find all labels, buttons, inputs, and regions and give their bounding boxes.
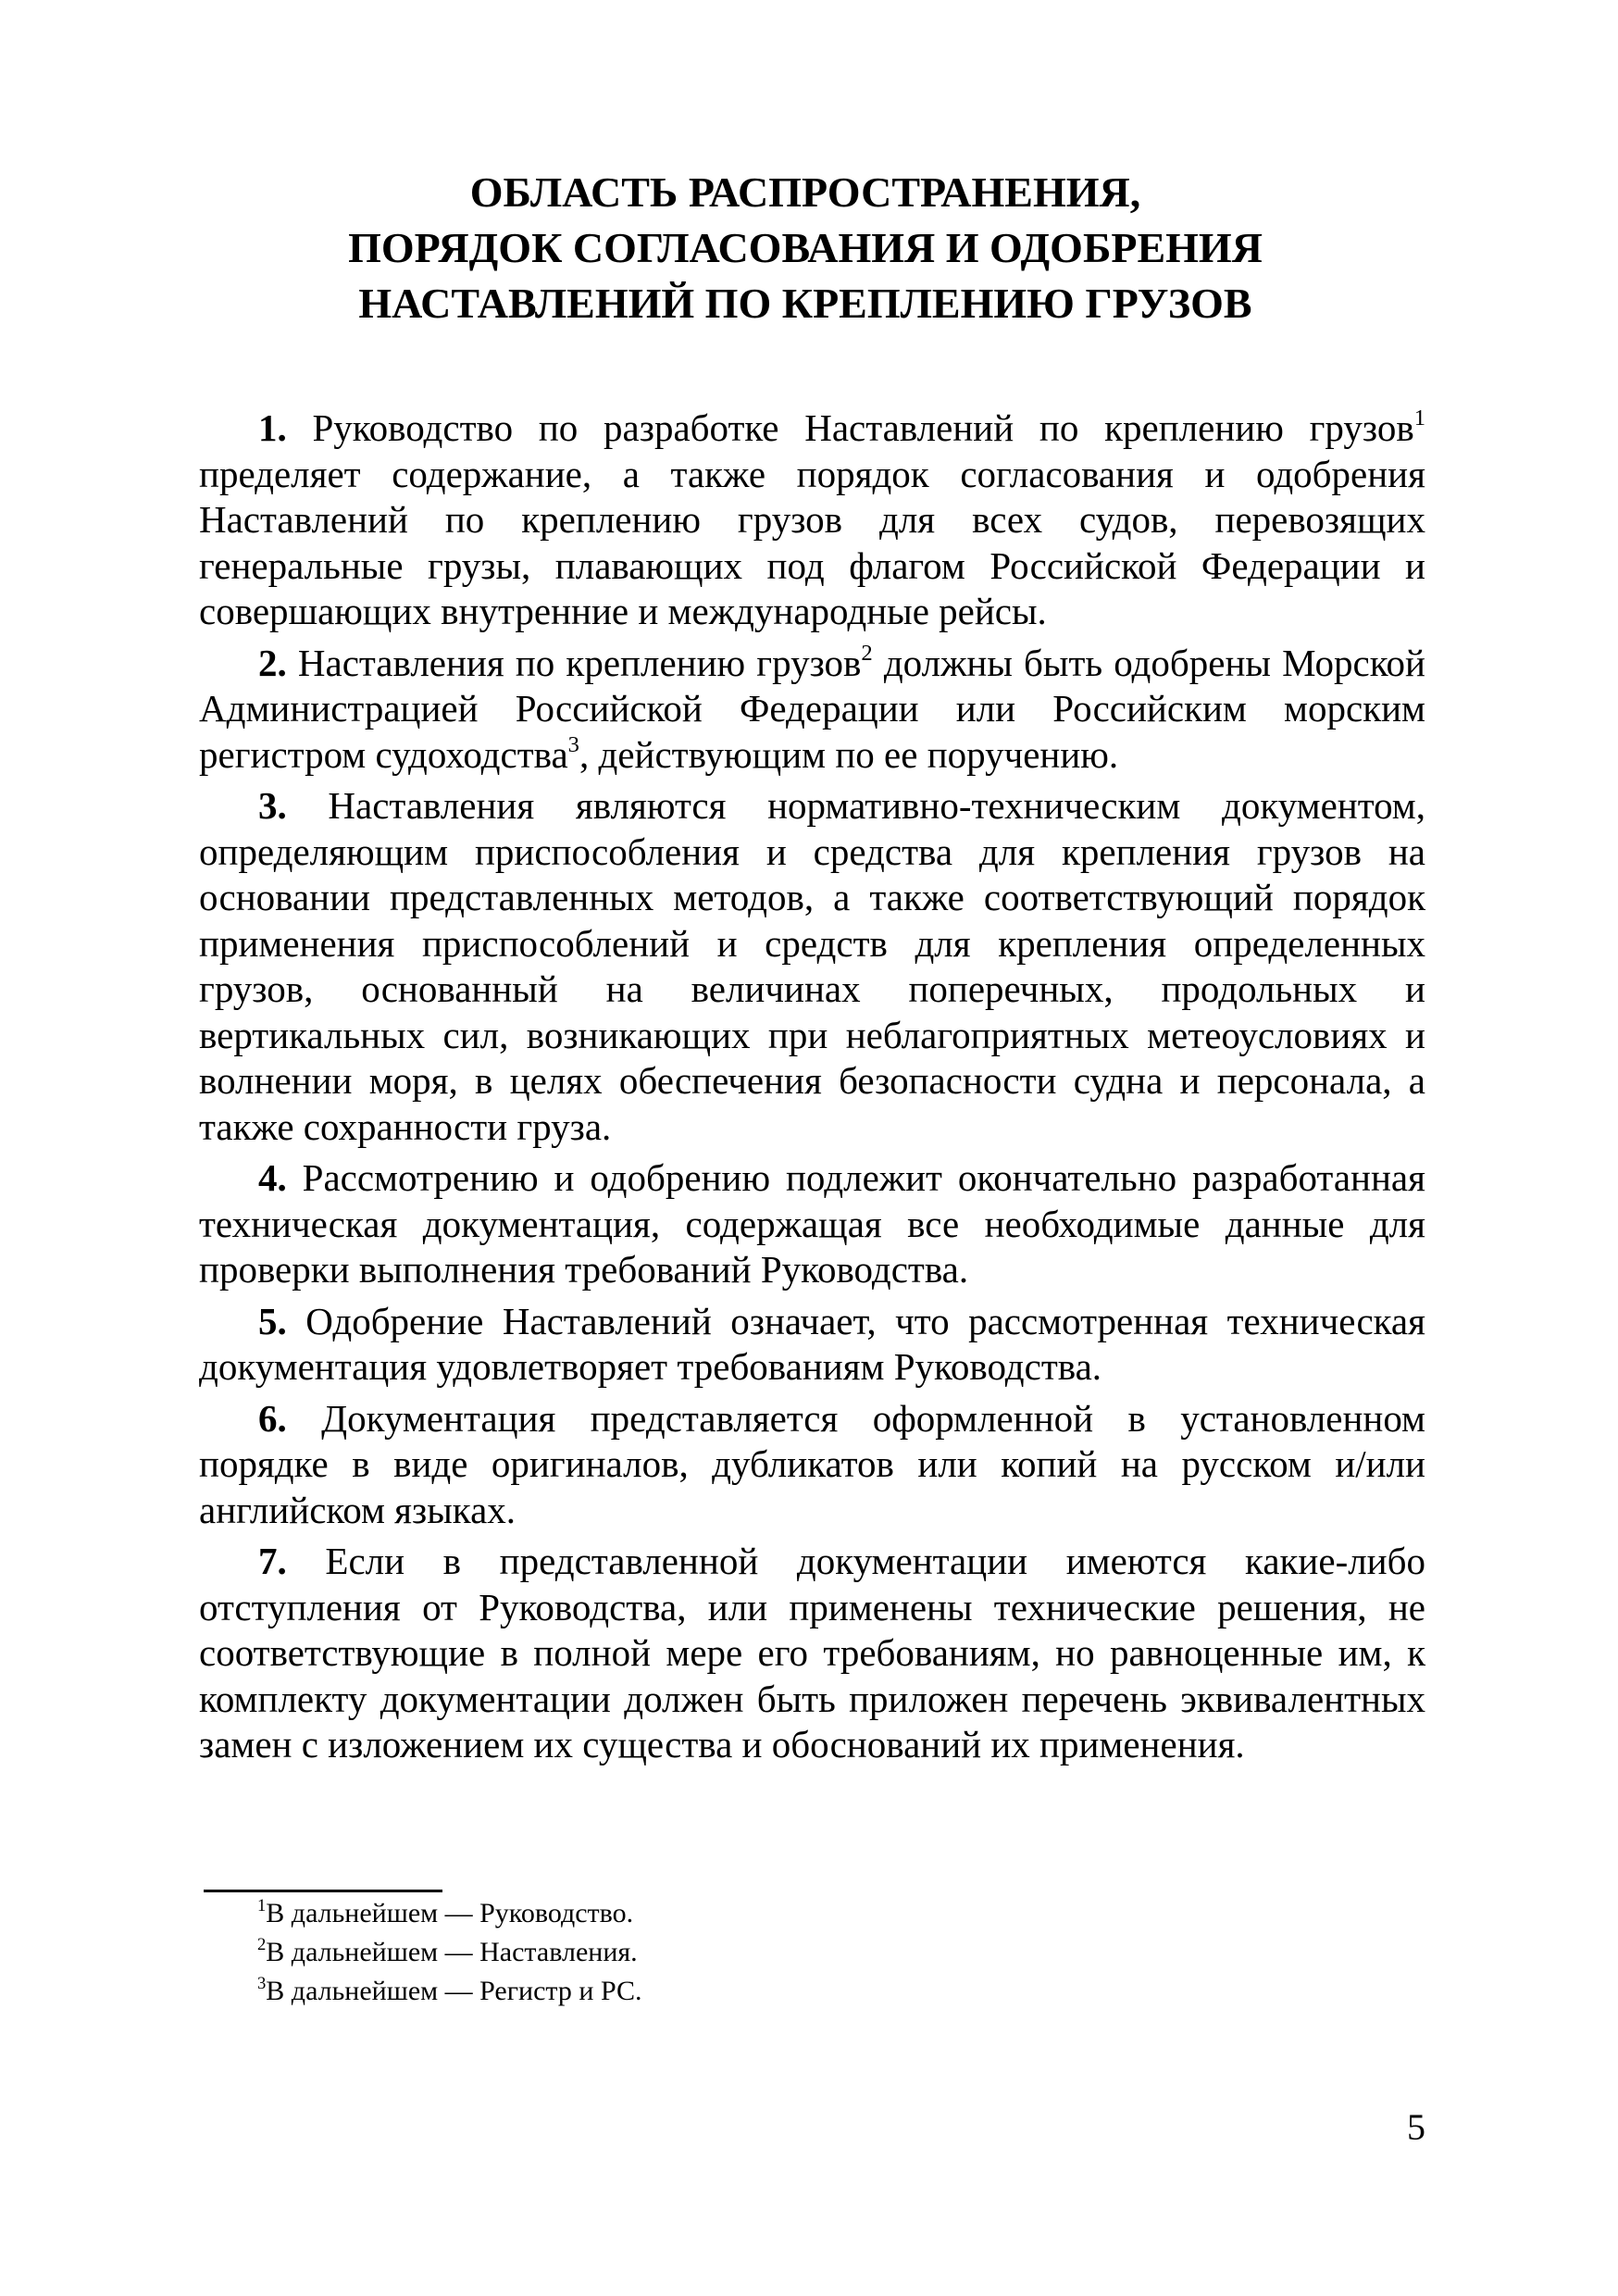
footnote-3 <box>257 1972 1090 2011</box>
paragraph-number: 2. <box>258 641 287 684</box>
paragraph-text: Одобрение Наставлений означает, что рассмотренная техническая документация удовлетворяет требованиям Руководства. <box>199 1299 1425 1388</box>
page-number: 5 <box>1407 2106 1425 2148</box>
paragraph-4 <box>199 1155 1425 1293</box>
paragraph-2 <box>199 641 1425 779</box>
section-title <box>185 165 1425 331</box>
footnote-text: В дальнейшем — Руководство. <box>266 1898 634 1928</box>
body-text <box>199 406 1425 1774</box>
paragraph-text: пределяет содержание, а также порядок согласования и одобрения Наставлений по креплению грузов для всех судов, перевозящих генеральные грузы, плавающих под флагом Российской Федерации и совершающих внутренние и международные рейсы. <box>199 452 1425 632</box>
paragraph-text: Рассмотрению и одобрению подлежит окончательно разработанная техническая документация, содержащая все необходимые данные для проверки выполнения требований Руководства. <box>199 1156 1425 1291</box>
footnote-reference: 3 <box>567 731 579 757</box>
footnote-text: В дальнейшем — Наставления. <box>266 1937 638 1967</box>
paragraph-1 <box>199 406 1425 635</box>
paragraph-6 <box>199 1396 1425 1534</box>
paragraph-3 <box>199 783 1425 1150</box>
footnote-mark: 1 <box>257 1896 267 1915</box>
paragraph-number: 6. <box>258 1396 287 1440</box>
paragraph-number: 7. <box>258 1540 287 1582</box>
paragraph-5 <box>199 1299 1425 1391</box>
paragraph-text: Документация представляется оформленной в установленном порядке в виде оригиналов, дубликатов или копий на русском и/или английском языках. <box>199 1396 1425 1531</box>
paragraph-text: , действующим по ее поручению. <box>579 732 1119 776</box>
footnote-mark: 2 <box>257 1935 267 1954</box>
footnote-divider <box>204 1890 442 1892</box>
footnotes <box>257 1894 1090 2011</box>
footnote-2 <box>257 1933 1090 1972</box>
paragraph-text: Наставления по креплению грузов <box>286 641 862 684</box>
paragraph-text: должны быть одобрены Морской Администрацией Российской Федерации или Российским морским регистром судоходства <box>199 641 1425 776</box>
footnote-reference: 2 <box>861 640 873 666</box>
paragraph-number: 3. <box>258 784 287 827</box>
footnote-1 <box>257 1894 1090 1933</box>
footnote-text: В дальнейшем — Регистр и РС. <box>266 1976 642 2006</box>
title-line: НАСТАВЛЕНИЙ ПО КРЕПЛЕНИЮ ГРУЗОВ <box>358 280 1252 327</box>
paragraph-number: 5. <box>258 1299 287 1342</box>
paragraph-text: Руководство по разработке Наставлений по креплению грузов <box>286 406 1414 449</box>
paragraph-text: Если в представленной документации имеются какие-либо отступления от Руководства, или применены технические решения, не соответствующие в полной мере его требованиям, но равноценные им, к комплекту документации должен быть приложен перечень эквивалентных замен с изложением их существа и обоснований их применения. <box>199 1540 1425 1766</box>
paragraph-text: Наставления являются нормативно-техническим документом, определяющим приспособления и средства для крепления грузов на основании представленных методов, а также соответствующий порядок применения приспособлений и средств для крепления определенных грузов, основанный на величинах поперечных, продольных и вертикальных сил, возникающих при неблагоприятных метеоусловиях и волнении моря, в целях обеспечения безопасности судна и персонала, а также сохранности груза. <box>199 784 1425 1148</box>
footnote-reference: 1 <box>1413 406 1425 431</box>
paragraph-number: 1. <box>258 406 287 449</box>
paragraph-7 <box>199 1539 1425 1768</box>
title-line: ПОРЯДОК СОГЛАСОВАНИЯ И ОДОБРЕНИЯ <box>348 224 1263 271</box>
paragraph-number: 4. <box>258 1156 287 1199</box>
title-line: ОБЛАСТЬ РАСПРОСТРАНЕНИЯ, <box>469 168 1141 216</box>
footnote-mark: 3 <box>257 1974 267 1993</box>
